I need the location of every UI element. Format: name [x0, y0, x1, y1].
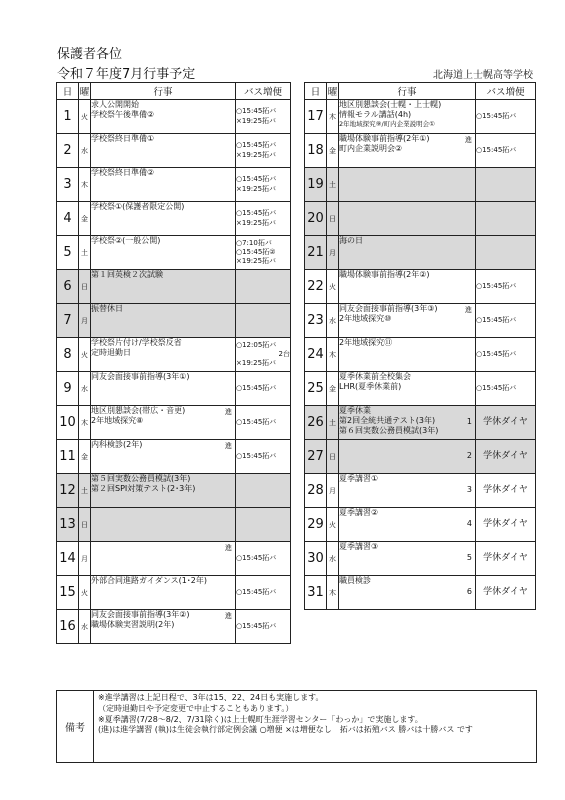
bus-cell — [236, 406, 291, 440]
bus-text: ×19:25拓バ — [236, 116, 277, 125]
table-row — [57, 236, 291, 270]
bus-cell — [236, 202, 291, 236]
prep-lecture-mark: 進 — [225, 612, 232, 620]
weekday: 日 — [79, 508, 91, 542]
events-cell — [91, 508, 236, 542]
weekday: 木 — [327, 576, 339, 610]
bus-cell — [476, 134, 536, 168]
events-cell — [91, 304, 236, 338]
day-number: 20 — [305, 202, 327, 236]
events-cell — [339, 304, 476, 338]
day-number: 31 — [305, 576, 327, 610]
bus-text: ×19:25拓バ — [236, 257, 277, 266]
bus-cell — [236, 270, 291, 304]
schedule-table-left — [56, 82, 291, 644]
day-number: 1 — [57, 100, 79, 134]
table-row — [57, 134, 291, 168]
schedule-table-right — [304, 82, 536, 610]
school-name: 北海道上士幌高等学校 — [433, 70, 533, 81]
weekday: 木 — [79, 406, 91, 440]
events-cell — [91, 134, 236, 168]
event-text: 夏季講習② — [339, 508, 379, 517]
table-row — [57, 576, 291, 610]
bus-text: ○15:45拓バ — [236, 141, 277, 150]
event-text: 町内企業説明会② — [339, 144, 403, 153]
event-text: 第2回全統共通テスト(3年) — [339, 416, 436, 425]
events-cell — [339, 542, 476, 576]
bus-text: ×19:25拓バ — [236, 359, 277, 368]
events-cell — [91, 338, 236, 372]
weekday: 土 — [79, 236, 91, 270]
bus-cell — [236, 542, 291, 576]
table-row — [305, 406, 536, 440]
bus-text: ○12:05拓バ — [236, 340, 277, 349]
events-cell — [91, 100, 236, 134]
table-row — [57, 542, 291, 576]
event-text: 第６回実数公務員模試(3年) — [339, 426, 439, 435]
weekday: 月 — [79, 542, 91, 576]
weekday: 日 — [327, 202, 339, 236]
notes-label: 備考 — [57, 691, 94, 762]
bus-text: ○15:45拓バ — [476, 111, 517, 120]
table-row — [57, 372, 291, 406]
day-number: 5 — [57, 236, 79, 270]
table-row — [57, 474, 291, 508]
events-cell — [91, 168, 236, 202]
event-text: 内科検診(2年) — [91, 440, 143, 449]
bus-cell — [236, 304, 291, 338]
events-cell — [91, 542, 236, 576]
bus-text: ○7:10拓バ — [236, 238, 272, 247]
weekday: 土 — [327, 168, 339, 202]
col-bus: バス増便 — [476, 83, 536, 100]
vacation-day-count: 1 — [466, 417, 472, 426]
table-row — [305, 168, 536, 202]
col-events: 行事 — [339, 83, 476, 100]
notes-body — [94, 691, 477, 762]
weekday: 水 — [327, 304, 339, 338]
table-row — [305, 236, 536, 270]
day-number: 10 — [57, 406, 79, 440]
day-number: 11 — [57, 440, 79, 474]
event-text: 学校祭①(保護者限定公開) — [91, 202, 185, 211]
bus-text: ○15:45拓バ — [236, 451, 277, 460]
event-text: 学校祭終日準備① — [91, 134, 155, 143]
prep-lecture-mark: 進 — [225, 442, 232, 450]
weekday: 木 — [327, 338, 339, 372]
day-number: 9 — [57, 372, 79, 406]
table-row — [57, 508, 291, 542]
day-number: 28 — [305, 474, 327, 508]
event-text: 夏季講習① — [339, 474, 379, 483]
events-cell — [91, 406, 236, 440]
bus-text: ○15:45拓バ — [476, 281, 517, 290]
weekday: 月 — [327, 474, 339, 508]
vacation-day-count: 3 — [466, 485, 472, 494]
event-text: 地区別懇談会(士幌・上士幌) — [339, 100, 442, 109]
table-row — [57, 270, 291, 304]
note-line: (進)は進学講習 (執)は生徒会執行部定例会議 ○増便 ×は増便なし 拓バは拓殖バス 勝バは十勝バス です — [98, 725, 473, 735]
weekday: 金 — [327, 134, 339, 168]
day-number: 12 — [57, 474, 79, 508]
event-text: 第２回SPI対策テスト(2･3年) — [91, 484, 196, 493]
day-number: 27 — [305, 440, 327, 474]
note-line: ※進学講習は上記日程で、3年は15、22、24日も実施します。 — [98, 693, 324, 702]
bus-text: 学休ダイヤ — [483, 518, 528, 529]
bus-cell — [236, 338, 291, 372]
table-row — [57, 610, 291, 644]
table-row — [305, 372, 536, 406]
events-cell — [339, 338, 476, 372]
table-row — [305, 100, 536, 134]
col-day: 日 — [305, 83, 327, 100]
bus-text: ○15:45拓バ — [236, 383, 277, 392]
day-number: 26 — [305, 406, 327, 440]
table-row — [305, 338, 536, 372]
day-number: 23 — [305, 304, 327, 338]
event-text: 海の日 — [339, 236, 363, 245]
vacation-day-count: 4 — [466, 519, 472, 528]
table-row — [57, 100, 291, 134]
weekday: 火 — [327, 508, 339, 542]
events-cell — [91, 372, 236, 406]
bus-text: 学休ダイヤ — [483, 416, 528, 427]
bus-cell — [236, 474, 291, 508]
event-text: 職場体験事前指導(2年②) — [339, 270, 430, 279]
bus-cell — [476, 338, 536, 372]
bus-cell — [236, 440, 291, 474]
table-row — [57, 440, 291, 474]
weekday: 金 — [327, 372, 339, 406]
table-row — [305, 134, 536, 168]
bus-cell — [476, 100, 536, 134]
bus-cell — [236, 610, 291, 644]
bus-text: ○15:45拓バ — [236, 175, 277, 184]
col-day: 日 — [57, 83, 79, 100]
bus-text: ○15:45拓バ — [236, 107, 277, 116]
event-text: 同友会面接事前指導(3年①) — [91, 372, 190, 381]
events-cell — [339, 168, 476, 202]
bus-cell — [476, 474, 536, 508]
prep-lecture-mark: 進 — [225, 408, 232, 416]
events-cell — [339, 100, 476, 134]
col-weekday: 曜 — [79, 83, 91, 100]
events-cell — [339, 202, 476, 236]
bus-cell — [236, 236, 291, 270]
event-text: LHR(夏季休業前) — [339, 382, 402, 391]
events-cell — [91, 474, 236, 508]
bus-text: ○15:45拓バ — [476, 315, 517, 324]
event-text: 2年地域探究⑧ — [91, 416, 144, 425]
bus-cell — [236, 134, 291, 168]
bus-text: ×19:25拓バ — [236, 184, 277, 193]
bus-cell — [476, 440, 536, 474]
bus-text: ○15:45拓バ — [476, 145, 517, 154]
event-text: 学校祭片付け/学校祭反省 — [91, 338, 182, 347]
event-text: 情報モラル講話(4h) — [339, 110, 412, 119]
table-row — [57, 338, 291, 372]
event-text: 夏季講習③ — [339, 542, 379, 551]
event-text: 職場体験実習説明(2年) — [91, 620, 175, 629]
table-row — [305, 304, 536, 338]
table-row — [57, 406, 291, 440]
event-text: 2年地域探究⑩ — [339, 314, 392, 323]
event-text: 第５回実数公務員模試(3年) — [91, 474, 191, 483]
bus-cell — [476, 270, 536, 304]
day-number: 25 — [305, 372, 327, 406]
weekday: 月 — [79, 304, 91, 338]
bus-cell — [476, 508, 536, 542]
bus-text: ×19:25拓バ — [236, 218, 277, 227]
event-text: 職員検診 — [339, 576, 371, 585]
table-row — [57, 202, 291, 236]
bus-text: ○15:45拓バ — [236, 587, 277, 596]
weekday: 水 — [79, 610, 91, 644]
weekday: 月 — [327, 236, 339, 270]
events-cell — [339, 508, 476, 542]
event-text: 職場体験事前指導(2年①) — [339, 134, 430, 143]
weekday: 火 — [327, 270, 339, 304]
event-text: 同友会面接事前指導(3年②) — [91, 610, 190, 619]
day-number: 7 — [57, 304, 79, 338]
day-number: 21 — [305, 236, 327, 270]
bus-cell — [236, 100, 291, 134]
weekday: 日 — [327, 440, 339, 474]
weekday: 水 — [327, 542, 339, 576]
col-events: 行事 — [91, 83, 236, 100]
event-text: 地区別懇談会(帯広・音更) — [91, 406, 186, 415]
weekday: 火 — [79, 100, 91, 134]
bus-text: 学休ダイヤ — [483, 586, 528, 597]
vacation-day-count: 2 — [466, 451, 472, 460]
bus-text: ○15:45拓バ — [236, 209, 277, 218]
bus-text: ○15:45拓バ — [236, 553, 277, 562]
events-cell — [91, 270, 236, 304]
event-text: 第１回英検２次試験 — [91, 270, 163, 279]
event-text: 学校祭午後準備② — [91, 110, 155, 119]
events-cell — [91, 440, 236, 474]
bus-text: ○15:45拓バ — [236, 417, 277, 426]
weekday: 木 — [79, 168, 91, 202]
events-cell — [91, 236, 236, 270]
event-text: 外部合同進路ガイダンス(1･2年) — [91, 576, 208, 585]
table-row — [305, 270, 536, 304]
bus-text: 学休ダイヤ — [483, 450, 528, 461]
event-text: 振替休日 — [91, 304, 123, 313]
event-text: 夏季休業 — [339, 406, 371, 415]
event-text-small: 2年地域探究⑨/町内企業説明会① — [339, 120, 435, 128]
table-row — [57, 304, 291, 338]
events-cell — [339, 440, 476, 474]
weekday: 金 — [79, 202, 91, 236]
bus-text: ○15:45拓② — [236, 247, 276, 256]
weekday: 火 — [79, 338, 91, 372]
bus-cell — [236, 168, 291, 202]
weekday: 木 — [327, 100, 339, 134]
bus-text: ○15:45拓バ — [476, 383, 517, 392]
events-cell — [91, 202, 236, 236]
prep-lecture-mark: 進 — [225, 544, 232, 552]
day-number: 16 — [57, 610, 79, 644]
notes-box — [56, 690, 537, 763]
day-number: 17 — [305, 100, 327, 134]
note-line: ※夏季講習(7/28～8/2、7/31除く)は上士幌町生涯学習センター「わっか」で実施します。 — [98, 714, 423, 724]
day-number: 18 — [305, 134, 327, 168]
weekday: 金 — [79, 440, 91, 474]
bus-cell — [476, 168, 536, 202]
day-number: 19 — [305, 168, 327, 202]
prep-lecture-mark: 進 — [465, 136, 472, 144]
day-number: 2 — [57, 134, 79, 168]
events-cell — [339, 576, 476, 610]
bus-text: 学休ダイヤ — [483, 552, 528, 563]
bus-text: 2台 — [278, 349, 290, 358]
bus-text: 学休ダイヤ — [483, 484, 528, 495]
events-cell — [339, 270, 476, 304]
bus-cell — [476, 372, 536, 406]
vacation-day-count: 6 — [466, 587, 472, 596]
events-cell — [339, 372, 476, 406]
event-text: 2年地域探究⑪ — [339, 338, 393, 347]
event-text: 求人公開開始 — [91, 100, 139, 109]
event-text: 学校祭終日準備② — [91, 168, 155, 177]
day-number: 24 — [305, 338, 327, 372]
bus-text: ×19:25拓バ — [236, 150, 277, 159]
bus-cell — [476, 304, 536, 338]
day-number: 29 — [305, 508, 327, 542]
event-text: 夏季休業前全校集会 — [339, 372, 411, 381]
weekday: 日 — [79, 270, 91, 304]
table-row — [305, 576, 536, 610]
bus-cell — [476, 576, 536, 610]
table-row — [305, 440, 536, 474]
weekday: 土 — [327, 406, 339, 440]
table-row — [305, 542, 536, 576]
day-number: 13 — [57, 508, 79, 542]
prep-lecture-mark: 進 — [465, 306, 472, 314]
bus-cell — [476, 542, 536, 576]
bus-cell — [476, 406, 536, 440]
table-row — [305, 508, 536, 542]
events-cell — [339, 406, 476, 440]
day-number: 3 — [57, 168, 79, 202]
day-number: 8 — [57, 338, 79, 372]
note-line: （定時退勤日や予定変更で中止することもあります。） — [98, 703, 294, 713]
page-title: 令和７年度7月行事予定 — [57, 67, 196, 82]
bus-cell — [476, 202, 536, 236]
weekday: 水 — [79, 134, 91, 168]
day-number: 30 — [305, 542, 327, 576]
bus-text: ○15:45拓バ — [236, 621, 277, 630]
table-row — [57, 168, 291, 202]
event-text: 定時退勤日 — [91, 348, 131, 357]
events-cell — [339, 474, 476, 508]
day-number: 6 — [57, 270, 79, 304]
weekday: 火 — [79, 576, 91, 610]
bus-cell — [236, 372, 291, 406]
day-number: 4 — [57, 202, 79, 236]
event-text: 学校祭②(一般公開) — [91, 236, 161, 245]
event-text: 同友会面接事前指導(3年③) — [339, 304, 438, 313]
recipient-line: 保護者各位 — [57, 47, 123, 62]
weekday: 土 — [79, 474, 91, 508]
bus-cell — [236, 508, 291, 542]
table-row — [305, 202, 536, 236]
col-weekday: 曜 — [327, 83, 339, 100]
events-cell — [91, 610, 236, 644]
col-bus: バス増便 — [236, 83, 291, 100]
events-cell — [339, 236, 476, 270]
day-number: 14 — [57, 542, 79, 576]
bus-text: ○15:45拓バ — [476, 349, 517, 358]
bus-cell — [236, 576, 291, 610]
events-cell — [91, 576, 236, 610]
day-number: 15 — [57, 576, 79, 610]
weekday: 水 — [79, 372, 91, 406]
table-row — [305, 474, 536, 508]
bus-cell — [476, 236, 536, 270]
day-number: 22 — [305, 270, 327, 304]
events-cell — [339, 134, 476, 168]
vacation-day-count: 5 — [466, 553, 472, 562]
